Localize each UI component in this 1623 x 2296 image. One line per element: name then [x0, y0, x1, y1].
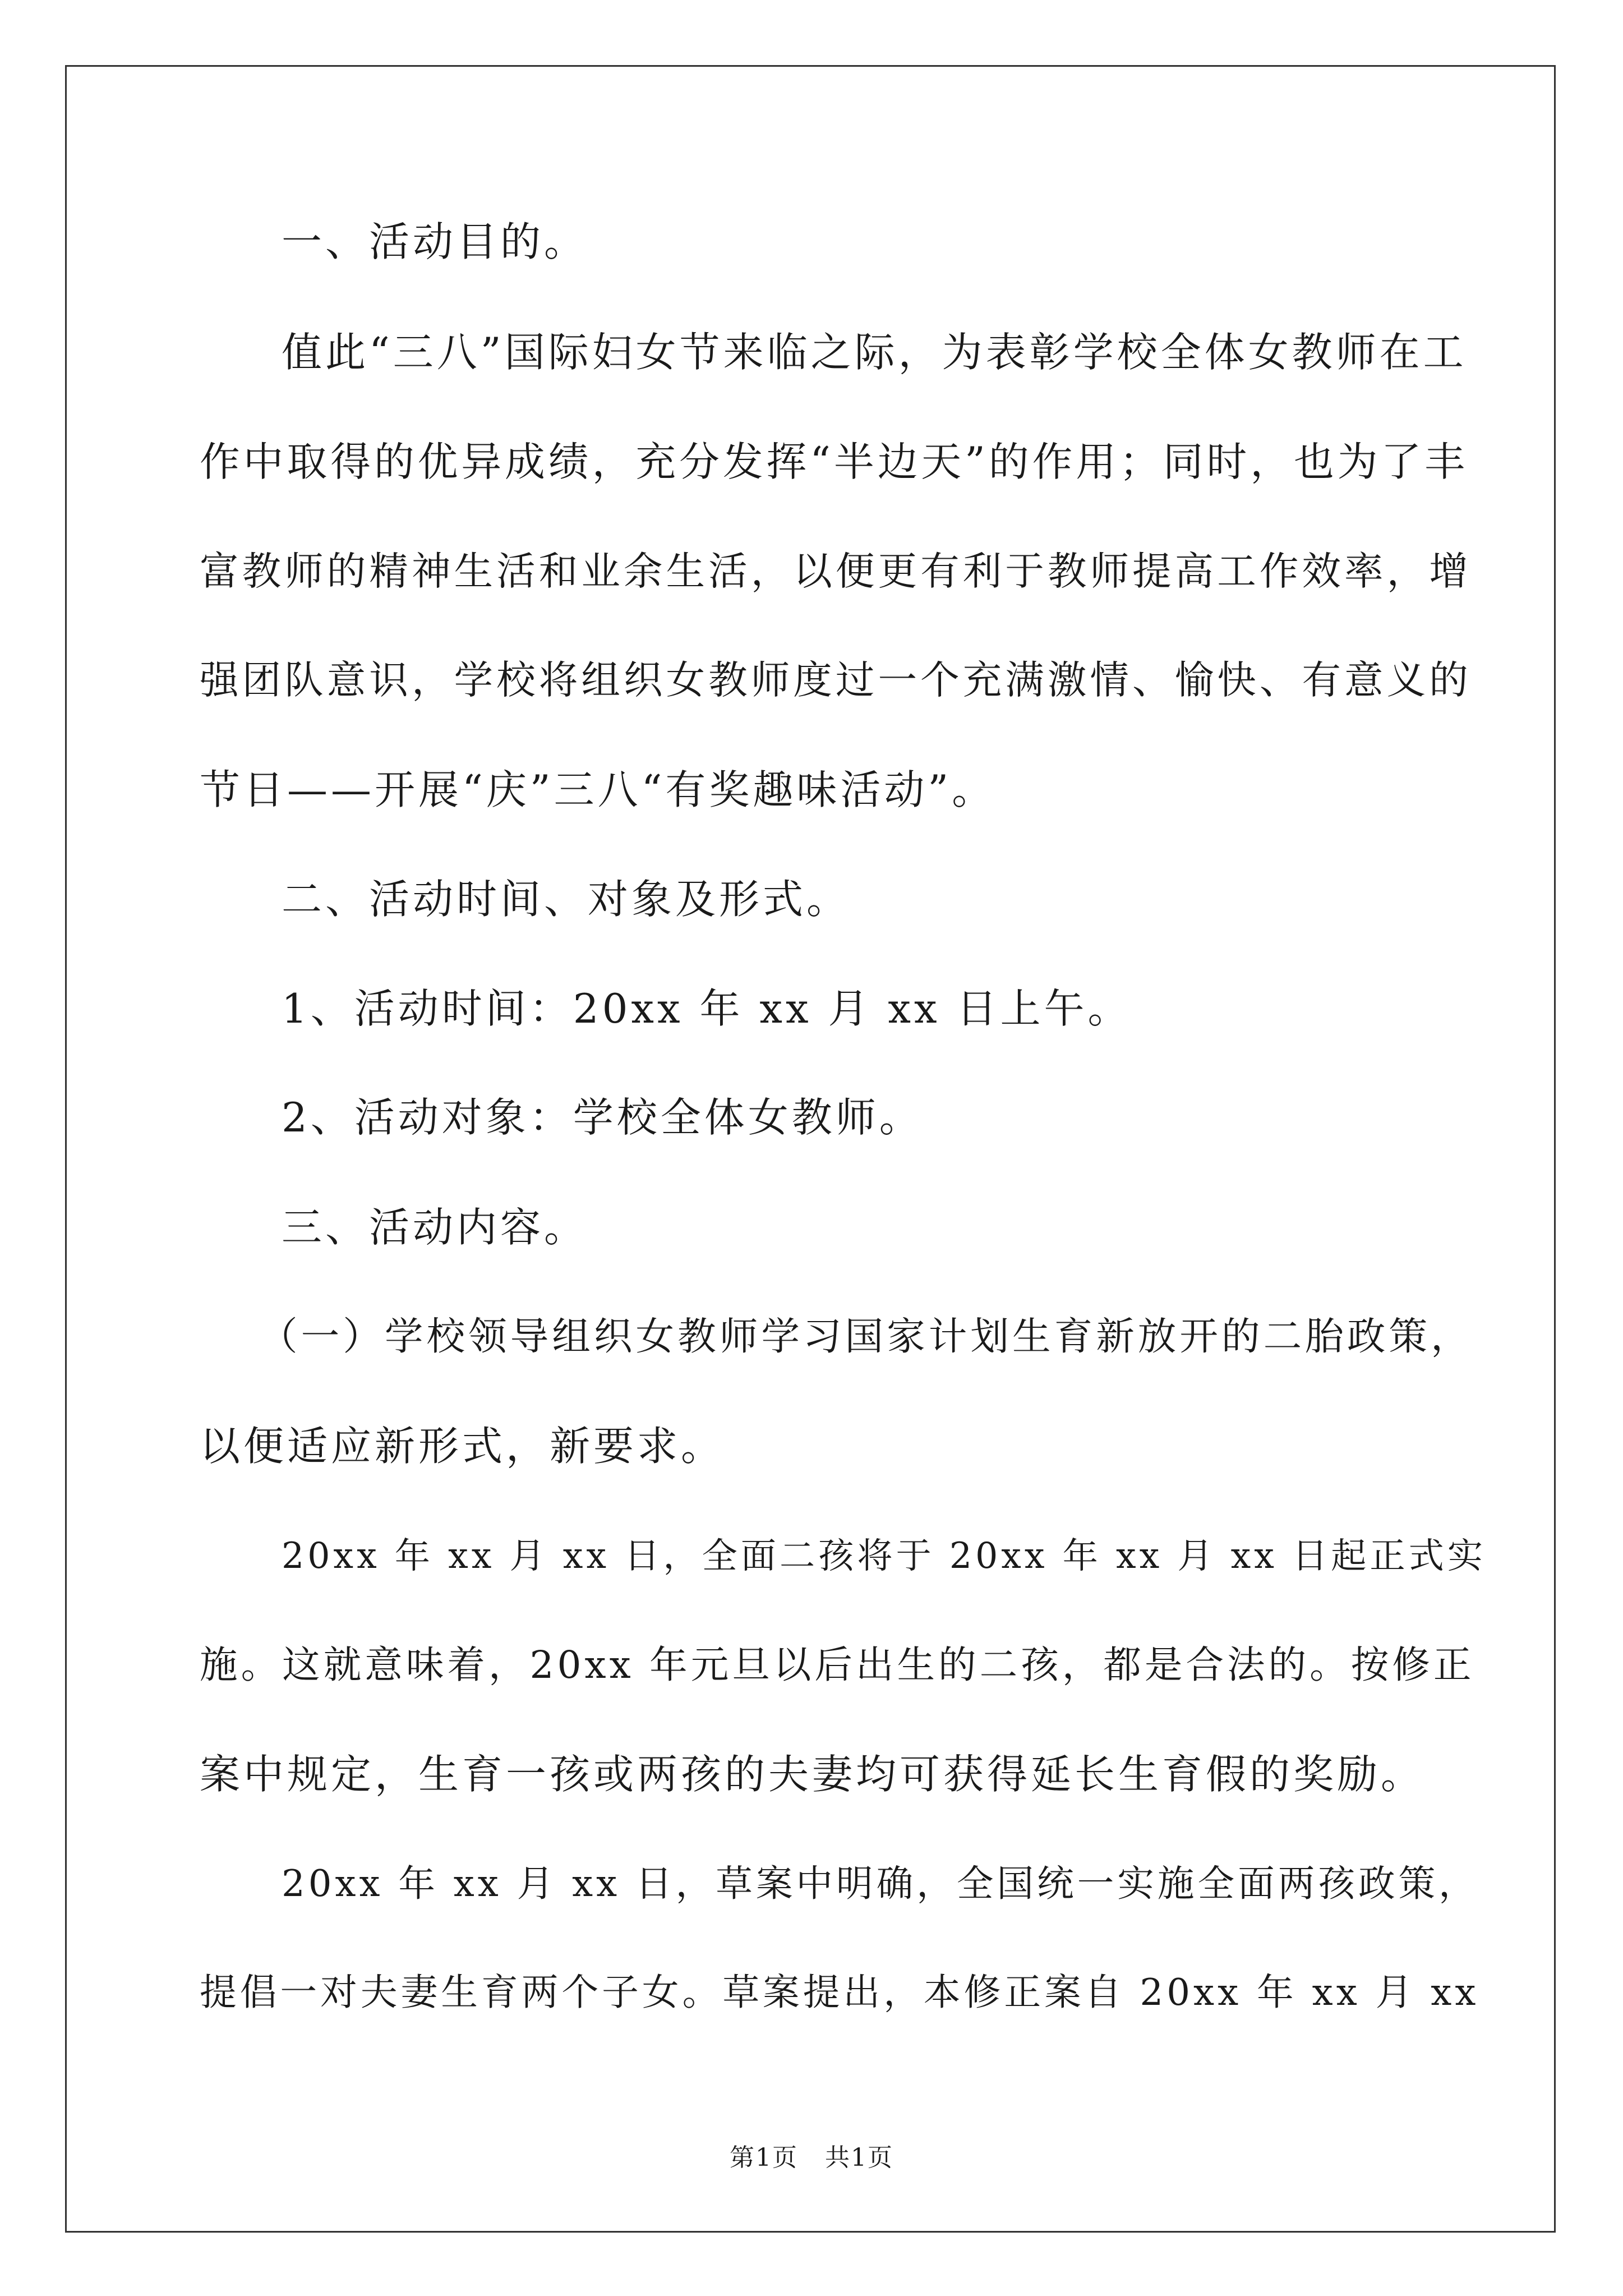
item-activity-target: 2、活动对象：学校全体女教师。: [282, 1094, 923, 1141]
heading-activity-purpose: 一、活动目的。: [282, 218, 588, 265]
paragraph-line: 富教师的精神生活和业余生活，以便更有利于教师提高工作效率，增: [200, 549, 1472, 594]
paragraph-line: 案中规定，生育一孩或两孩的夫妻均可获得延长生育假的奖励。: [200, 1751, 1425, 1798]
paragraph-line: 提倡一对夫妻生育两个子女。草案提出，本修正案自 20xx 年 xx 月 xx: [200, 1971, 1479, 2014]
paragraph-line: 20xx 年 xx 月 xx 日，全面二孩将于 20xx 年 xx 月 xx 日起正式实: [282, 1535, 1487, 1576]
paragraph-line: 施。这就意味着，20xx 年元旦以后出生的二孩，都是合法的。按修正: [200, 1642, 1475, 1687]
heading-activity-content: 三、活动内容。: [282, 1204, 588, 1251]
item-activity-time: 1、活动时间：20xx 年 xx 月 xx 日上午。: [282, 985, 1132, 1032]
page-number-footer: 第1页 共1页: [730, 2143, 893, 2172]
paragraph-line: 20xx 年 xx 月 xx 日，草案中明确，全国统一实施全面两孩政策，: [282, 1862, 1479, 1905]
paragraph-line: 节日——开展“庆”三八“有奖趣味活动”。: [200, 766, 996, 813]
heading-time-target-form: 二、活动时间、对象及形式。: [282, 876, 851, 923]
paragraph-line: 值此“三八”国际妇女节来临之际，为表彰学校全体女教师在工: [282, 329, 1467, 376]
paragraph-line: （一）学校领导组织女教师学习国家计划生育新放开的二胎政策，: [259, 1314, 1473, 1359]
paragraph-line: 作中取得的优异成绩，充分发挥“半边天”的作用；同时，也为了丰: [200, 438, 1468, 485]
paragraph-line: 强团队意识，学校将组织女教师度过一个充满激情、愉快、有意义的: [200, 657, 1472, 703]
page-border: [65, 65, 1556, 2233]
paragraph-line: 以便适应新形式，新要求。: [200, 1423, 725, 1470]
